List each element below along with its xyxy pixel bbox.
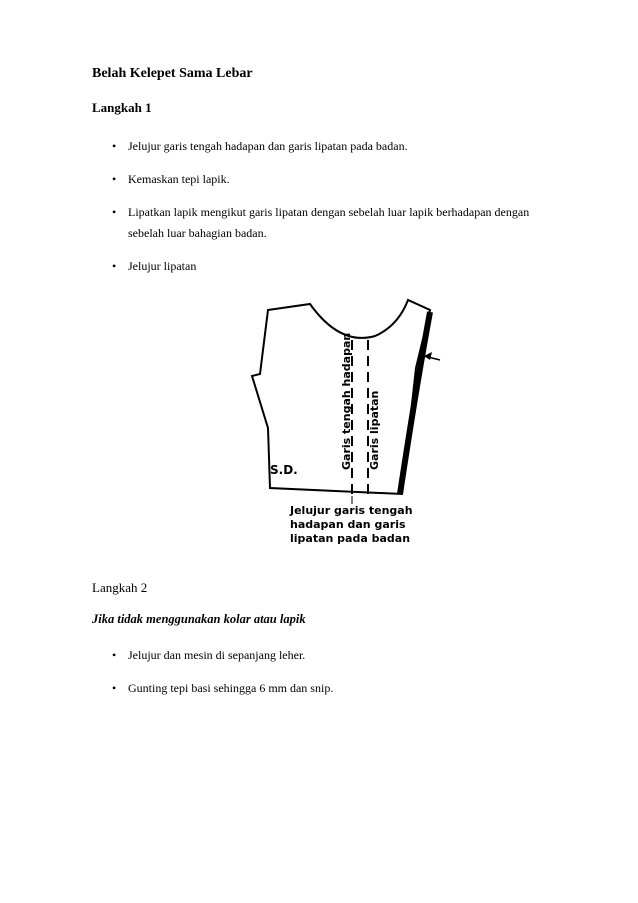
list-item <box>112 256 542 277</box>
bullet-icon: • <box>112 205 117 219</box>
list-item <box>112 202 542 244</box>
caption-line: hadapan dan garis <box>290 518 406 531</box>
list-item-text: Lipatkan lapik mengikut garis lipatan dengan sebelah luar lapik berhadapan dengan sebelah luar bahagian badan. <box>128 205 530 240</box>
center-front-label: Garis tengah hadapan <box>340 332 353 470</box>
list-item-text: Jelujur lipatan <box>128 259 197 273</box>
step2-heading: Langkah 2 <box>92 580 148 595</box>
document-title: Belah Kelepet Sama Lebar <box>92 66 253 81</box>
sd-label: S.D. <box>270 463 298 477</box>
facing-strip <box>400 312 430 494</box>
bodice-diagram <box>240 298 450 548</box>
step2-subheading: Jika tidak menggunakan kolar atau lapik <box>92 612 306 626</box>
bullet-icon: • <box>112 172 117 186</box>
step1-list <box>112 136 542 289</box>
list-item <box>112 678 542 699</box>
bullet-icon: • <box>112 139 117 153</box>
bullet-icon: • <box>112 681 117 695</box>
caption-line: Jelujur garis tengah <box>290 504 413 517</box>
list-item-text: Jelujur dan mesin di sepanjang leher. <box>128 648 306 662</box>
list-item <box>112 136 542 157</box>
step1-heading: Langkah 1 <box>92 100 152 115</box>
bullet-icon: • <box>112 259 117 273</box>
fold-line-label: Garis lipatan <box>368 390 381 470</box>
bullet-icon: • <box>112 648 117 662</box>
step2-list <box>112 645 542 711</box>
list-item-text: Jelujur garis tengah hadapan dan garis lipatan pada badan. <box>128 139 408 153</box>
figure-caption <box>290 504 413 546</box>
caption-line: lipatan pada badan <box>290 532 411 545</box>
list-item-text: Kemaskan tepi lapik. <box>128 172 230 186</box>
list-item <box>112 169 542 190</box>
list-item-text: Gunting tepi basi sehingga 6 mm dan snip. <box>128 681 334 695</box>
list-item <box>112 645 542 666</box>
